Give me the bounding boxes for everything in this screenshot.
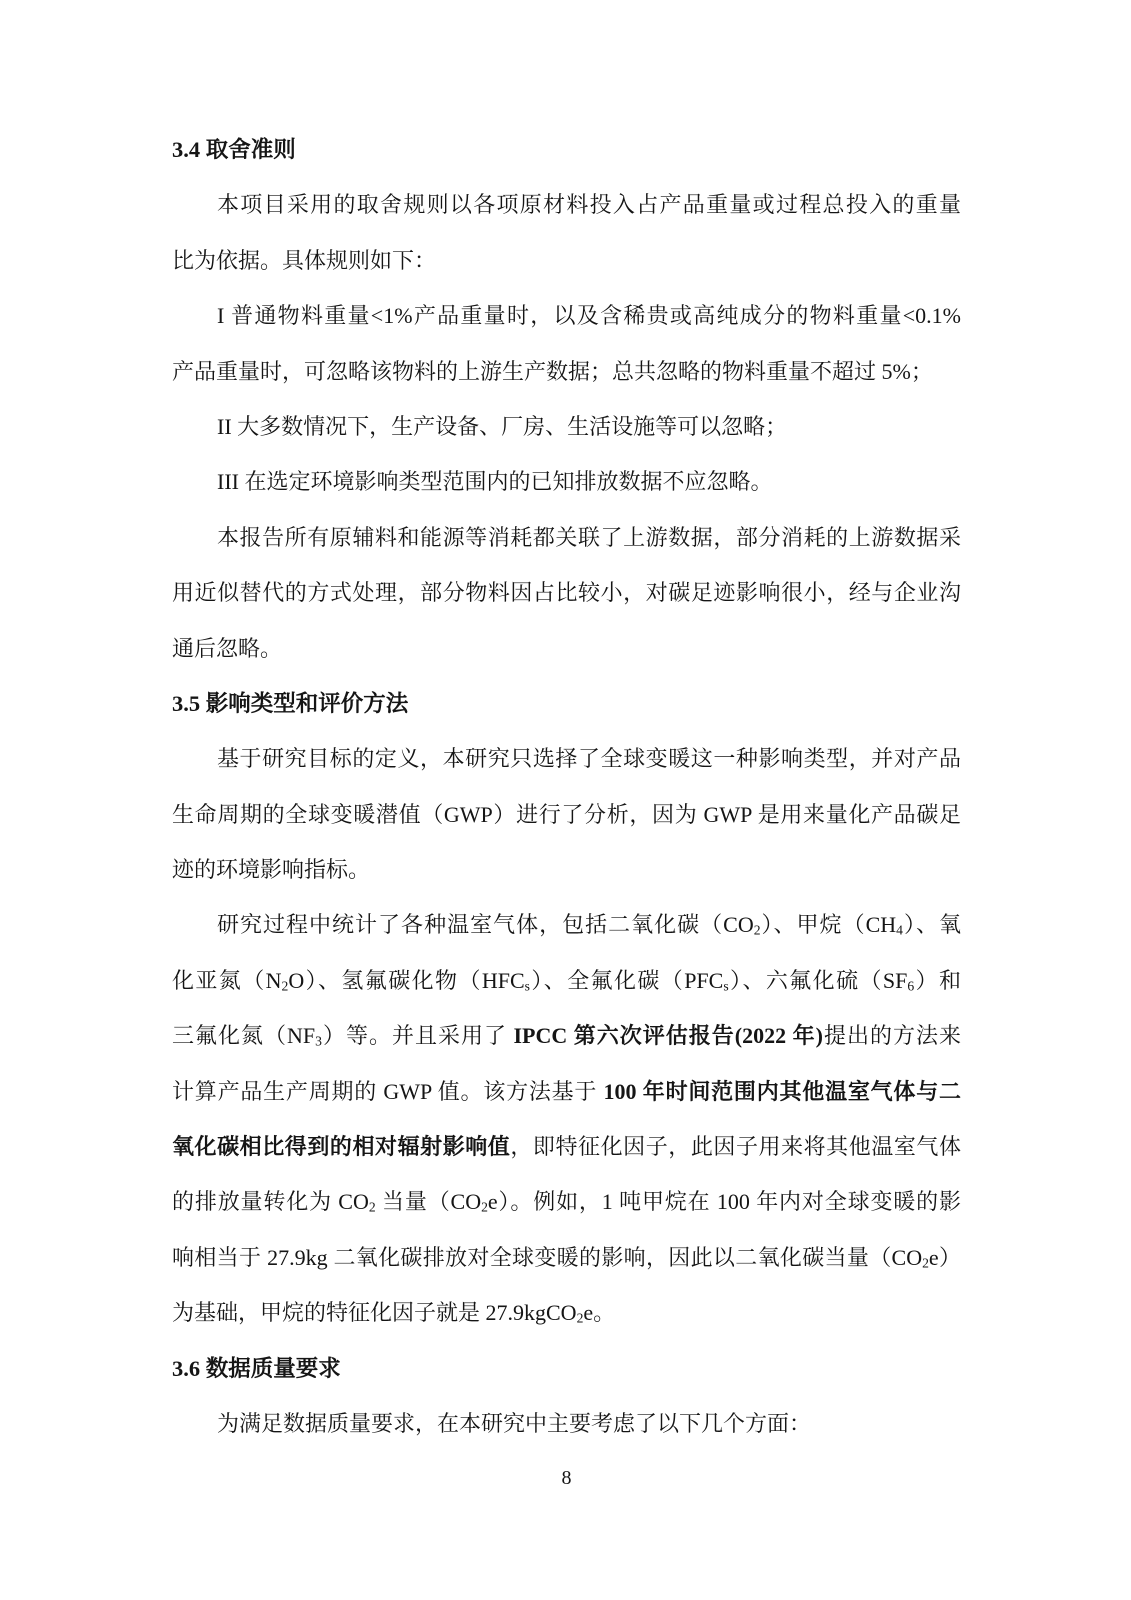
text-line bbox=[172, 510, 961, 565]
text-run: 响相当于 27.9kg 二氧化碳排放对全球变暖的影响，因此以二氧化碳当量（CO bbox=[172, 1244, 923, 1270]
text-line bbox=[172, 787, 961, 842]
text-line bbox=[172, 953, 961, 1008]
subscript-run: 3 bbox=[315, 1033, 322, 1049]
page-number: 8 bbox=[561, 1467, 572, 1489]
text-run: ，即特征化因子，此因子用来将其他温室气体 bbox=[510, 1134, 961, 1160]
text-run: e。 bbox=[583, 1300, 616, 1326]
text-line bbox=[172, 344, 961, 399]
text-line bbox=[172, 1230, 961, 1285]
text-run: II 大多数情况下，生产设备、厂房、生活设施等可以忽略； bbox=[217, 413, 788, 439]
text-run: 的排放量转化为 CO bbox=[172, 1189, 369, 1215]
text-run: 三氟化氮（NF bbox=[172, 1023, 316, 1049]
document-content bbox=[172, 122, 961, 1451]
bold-text-run: 3.5 影响类型和评价方法 bbox=[172, 690, 409, 716]
bold-text-run: IPCC 第六次评估报告(2022 年) bbox=[513, 1023, 823, 1049]
text-line bbox=[172, 1119, 961, 1174]
bold-text-run: 3.4 取舍准则 bbox=[172, 137, 296, 162]
text-run: 通后忽略。 bbox=[172, 635, 283, 661]
subscript-run: 2 bbox=[281, 978, 289, 994]
text-run: I 普通物料重量<1%产品重量时，以及含稀贵或高纯成分的物料重量<0.1% bbox=[217, 303, 961, 329]
text-line bbox=[172, 1396, 961, 1451]
text-line bbox=[172, 731, 961, 786]
heading-3-4 bbox=[172, 122, 961, 177]
subscript-run: 2 bbox=[368, 1199, 376, 1215]
text-run: 本项目采用的取舍规则以各项原材料投入占产品重量或过程总投入的重量 bbox=[217, 192, 961, 218]
subscript-run: 2 bbox=[481, 1199, 488, 1215]
text-run: e）。例如，1 吨甲烷在 100 年内对全球变暖的影 bbox=[487, 1189, 961, 1215]
text-run: 用近似替代的方式处理，部分物料因占比较小，对碳足迹影响很小，经与企业沟 bbox=[172, 580, 961, 606]
text-run: III 在选定环境影响类型范围内的已知排放数据不应忽略。 bbox=[217, 469, 773, 495]
subscript-run: 6 bbox=[907, 978, 915, 994]
bold-text-run: 氧化碳相比得到的相对辐射影响值 bbox=[172, 1134, 511, 1160]
subscript-run: 4 bbox=[896, 922, 903, 938]
text-line bbox=[172, 1285, 961, 1340]
text-line bbox=[172, 897, 961, 952]
text-line bbox=[172, 454, 961, 509]
text-line bbox=[172, 177, 961, 232]
text-run: 为基础，甲烷的特征化因子就是 27.9kgCO bbox=[172, 1300, 577, 1326]
text-run: e） bbox=[928, 1244, 961, 1270]
text-line bbox=[172, 621, 961, 676]
text-run: 比为依据。具体规则如下： bbox=[172, 247, 437, 273]
bold-text-run: 3.6 数据质量要求 bbox=[172, 1355, 341, 1381]
subscript-run: s bbox=[524, 978, 530, 994]
text-run: 当量（CO bbox=[375, 1189, 482, 1215]
text-line bbox=[172, 399, 961, 454]
text-run: 基于研究目标的定义，本研究只选择了全球变暖这一种影响类型，并对产品 bbox=[217, 746, 961, 772]
text-run: 化亚氮（N bbox=[172, 967, 282, 993]
text-run: O）、氢氟碳化物（HFC bbox=[288, 967, 525, 993]
text-run: 迹的环境影响指标。 bbox=[172, 857, 371, 883]
text-line bbox=[172, 842, 961, 897]
text-line bbox=[172, 1064, 961, 1119]
text-run: 为满足数据质量要求，在本研究中主要考虑了以下几个方面： bbox=[217, 1410, 812, 1436]
text-run: ）和 bbox=[914, 967, 961, 993]
text-run: 生命周期的全球变暖潜值（GWP）进行了分析，因为 GWP 是用来量化产品碳足 bbox=[172, 801, 961, 827]
text-line bbox=[172, 1174, 961, 1229]
subscript-run: s bbox=[723, 978, 729, 994]
text-line bbox=[172, 1008, 961, 1063]
text-run: 本报告所有原辅料和能源等消耗都关联了上游数据，部分消耗的上游数据采 bbox=[217, 524, 961, 550]
text-run: ）、全氟化碳（PFC bbox=[529, 967, 724, 993]
text-line bbox=[172, 233, 961, 288]
subscript-run: 2 bbox=[753, 922, 761, 938]
subscript-run: 2 bbox=[922, 1255, 929, 1271]
heading-3-5 bbox=[172, 676, 961, 731]
bold-text-run: 100 年时间范围内其他温室气体与二 bbox=[603, 1078, 961, 1104]
heading-3-6 bbox=[172, 1341, 961, 1396]
text-run: 计算产品生产周期的 GWP 值。该方法基于 bbox=[172, 1078, 604, 1104]
text-run: 研究过程中统计了各种温室气体，包括二氧化碳（CO bbox=[217, 912, 754, 938]
text-run: 提出的方法来 bbox=[822, 1023, 961, 1049]
subscript-run: 2 bbox=[576, 1310, 584, 1326]
text-run: ）、甲烷（CH bbox=[760, 912, 897, 938]
text-line bbox=[172, 288, 961, 343]
text-line bbox=[172, 565, 961, 620]
text-run: ）等。并且采用了 bbox=[321, 1023, 514, 1049]
text-run: ）、六氟化硫（SF bbox=[728, 967, 908, 993]
text-run: 产品重量时，可忽略该物料的上游生产数据；总共忽略的物料重量不超过 5%； bbox=[172, 358, 933, 384]
text-run: ）、氧 bbox=[902, 912, 961, 938]
